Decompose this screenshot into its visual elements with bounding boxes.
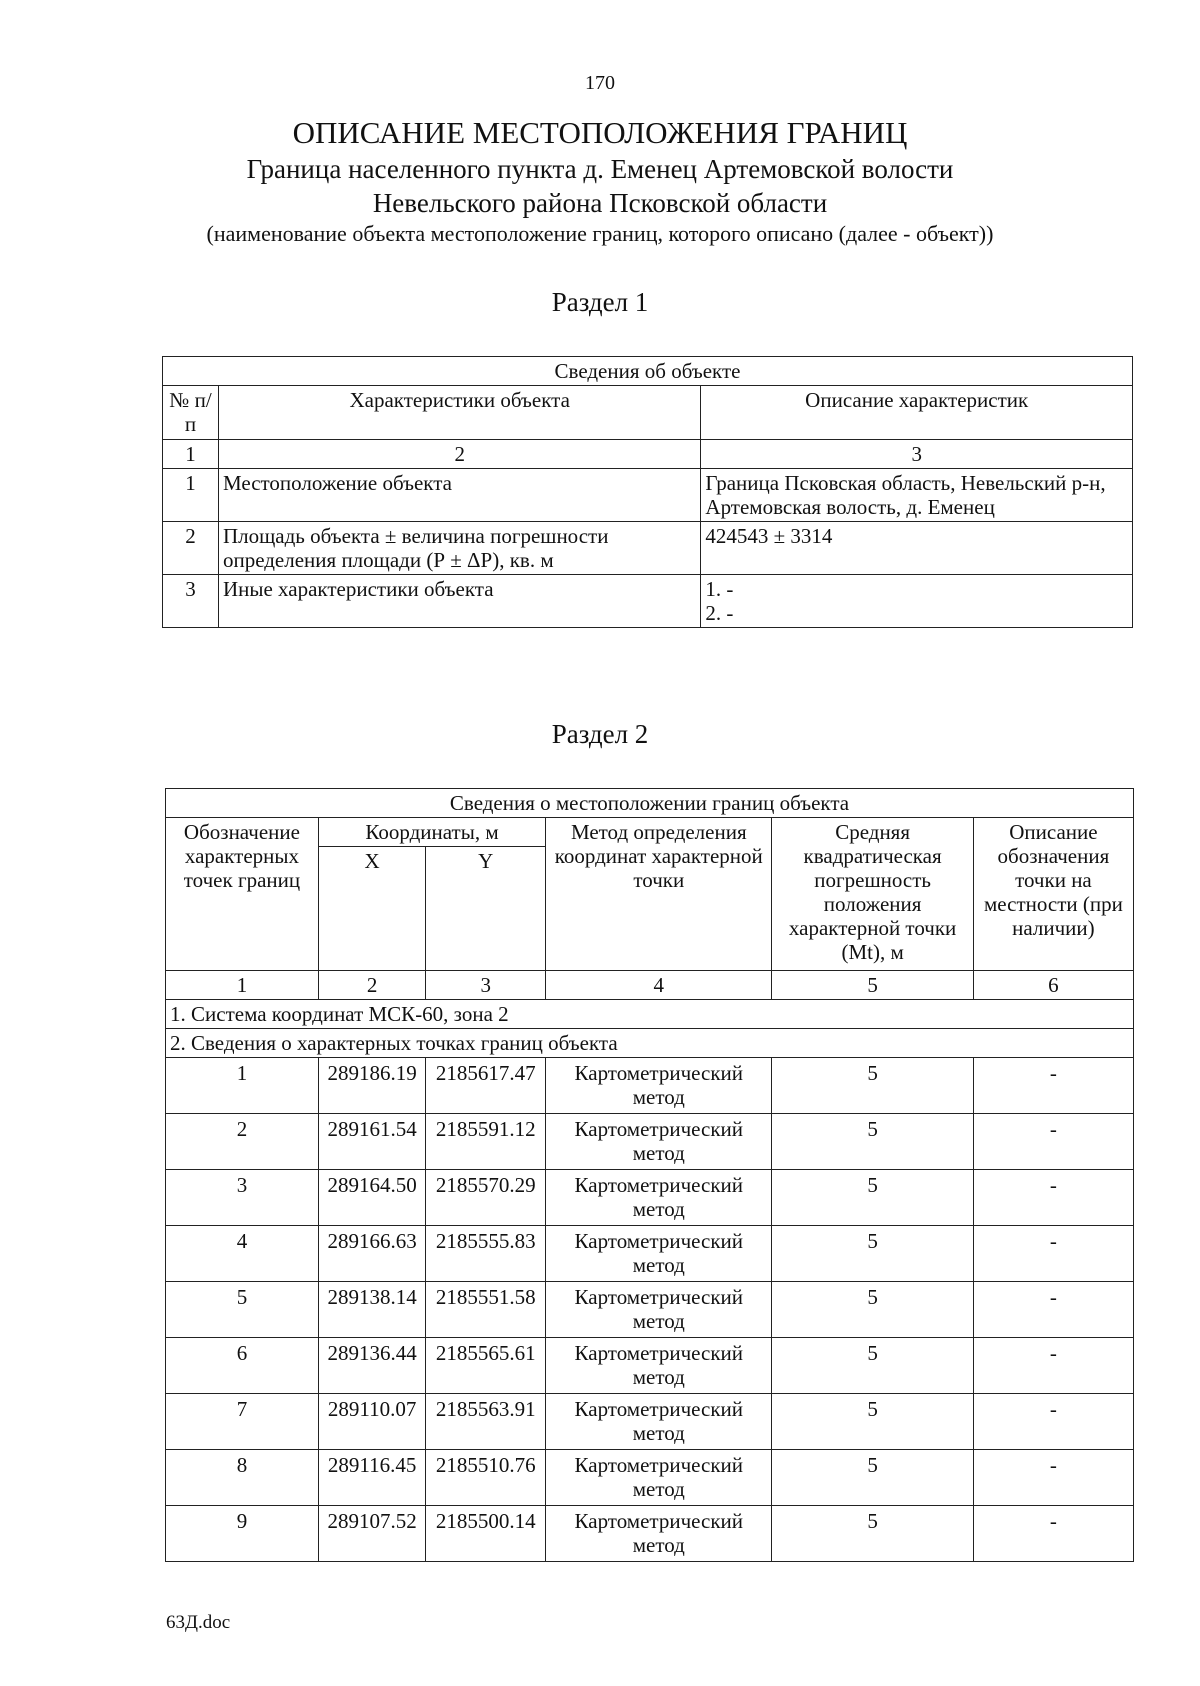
error-value: 5 xyxy=(772,1394,973,1450)
coordinate-y: 2185500.14 xyxy=(426,1506,546,1562)
point-description: - xyxy=(973,1338,1133,1394)
points-section-row: 2. Сведения о характерных точках границ объекта xyxy=(166,1029,1134,1058)
header-x: X xyxy=(318,847,425,971)
page-number: 170 xyxy=(585,72,615,94)
row-description: 424543 ± 3314 xyxy=(701,522,1133,575)
coordinate-x: 289186.19 xyxy=(318,1058,425,1114)
section2-title: Раздел 2 xyxy=(551,719,649,749)
table-caption: Сведения о местоположении границ объекта xyxy=(166,789,1134,818)
table-row xyxy=(166,1450,1134,1506)
coordinate-x: 289166.63 xyxy=(318,1226,425,1282)
row-description xyxy=(701,575,1133,628)
object-name-note: (наименование объекта местоположение границ, которого описано (далее - объект)) xyxy=(206,221,994,246)
row-description: Граница Псковская область, Невельский р-н, Артемовская волость, д. Еменец xyxy=(701,469,1133,522)
column-number: 6 xyxy=(973,971,1133,1000)
table-row xyxy=(163,522,1133,575)
point-id: 4 xyxy=(166,1226,319,1282)
object-name-line2: Невельского района Псковской области xyxy=(372,188,828,218)
header-coordinates: Координаты, м xyxy=(318,818,545,847)
point-description: - xyxy=(973,1450,1133,1506)
method-name: Картометрический метод xyxy=(546,1282,772,1338)
description-line: 2. - xyxy=(705,601,734,625)
table-row xyxy=(163,575,1133,628)
error-value: 5 xyxy=(772,1506,973,1562)
object-info-table xyxy=(162,356,1133,628)
point-description: - xyxy=(973,1282,1133,1338)
row-number: 3 xyxy=(163,575,219,628)
error-value: 5 xyxy=(772,1058,973,1114)
table-row xyxy=(166,1170,1134,1226)
table-row xyxy=(166,1338,1134,1394)
point-id: 5 xyxy=(166,1282,319,1338)
method-name: Картометрический метод xyxy=(546,1506,772,1562)
column-number: 3 xyxy=(701,440,1133,469)
error-value: 5 xyxy=(772,1338,973,1394)
document-header xyxy=(0,114,1200,248)
coordinate-x: 289107.52 xyxy=(318,1506,425,1562)
point-description: - xyxy=(973,1058,1133,1114)
method-name: Картометрический метод xyxy=(546,1170,772,1226)
point-id: 1 xyxy=(166,1058,319,1114)
column-number: 1 xyxy=(166,971,319,1000)
table-row xyxy=(166,1394,1134,1450)
point-id: 7 xyxy=(166,1394,319,1450)
coordinate-x: 289164.50 xyxy=(318,1170,425,1226)
coordinate-x: 289136.44 xyxy=(318,1338,425,1394)
column-number: 5 xyxy=(772,971,973,1000)
point-description: - xyxy=(973,1506,1133,1562)
section1-title: Раздел 1 xyxy=(551,287,649,317)
column-number: 4 xyxy=(546,971,772,1000)
column-number: 2 xyxy=(218,440,700,469)
coordinate-y: 2185570.29 xyxy=(426,1170,546,1226)
method-name: Картометрический метод xyxy=(546,1450,772,1506)
row-number: 2 xyxy=(163,522,219,575)
file-name: 63Д.doc xyxy=(166,1612,231,1633)
coordinate-x: 289116.45 xyxy=(318,1450,425,1506)
point-description: - xyxy=(973,1170,1133,1226)
point-id: 8 xyxy=(166,1450,319,1506)
method-name: Картометрический метод xyxy=(546,1058,772,1114)
row-characteristic: Площадь объекта ± величина погрешности определения площади (Р ± ΔР), кв. м xyxy=(218,522,700,575)
row-characteristic: Иные характеристики объекта xyxy=(218,575,700,628)
coordinate-x: 289161.54 xyxy=(318,1114,425,1170)
header-characteristic: Характеристики объекта xyxy=(218,386,700,440)
point-id: 9 xyxy=(166,1506,319,1562)
coordinate-y: 2185563.91 xyxy=(426,1394,546,1450)
column-number: 3 xyxy=(426,971,546,1000)
header-point: Обозначение характерных точек границ xyxy=(166,818,319,971)
error-value: 5 xyxy=(772,1450,973,1506)
error-value: 5 xyxy=(772,1226,973,1282)
coordinate-x: 289138.14 xyxy=(318,1282,425,1338)
coordinate-y: 2185555.83 xyxy=(426,1226,546,1282)
points-body xyxy=(166,1058,1134,1562)
column-number: 2 xyxy=(318,971,425,1000)
header-method: Метод определения координат характерной точки xyxy=(546,818,772,971)
header-number: № п/п xyxy=(163,386,219,440)
header-description: Описание характеристик xyxy=(701,386,1133,440)
table-row xyxy=(166,1506,1134,1562)
coordinate-y: 2185551.58 xyxy=(426,1282,546,1338)
header-point-description: Описание обозначения точки на местности (при наличии) xyxy=(973,818,1133,971)
coordinate-y: 2185617.47 xyxy=(426,1058,546,1114)
error-value: 5 xyxy=(772,1114,973,1170)
error-value: 5 xyxy=(772,1170,973,1226)
table-row xyxy=(166,1114,1134,1170)
table-row xyxy=(166,1282,1134,1338)
table-row xyxy=(166,1058,1134,1114)
description-line: 1. - xyxy=(705,577,734,601)
row-number: 1 xyxy=(163,469,219,522)
coordinate-system-row: 1. Система координат МСК-60, зона 2 xyxy=(166,1000,1134,1029)
object-name-line1: Граница населенного пункта д. Еменец Артемовской волости xyxy=(246,154,954,184)
method-name: Картометрический метод xyxy=(546,1338,772,1394)
boundary-points-table xyxy=(165,788,1134,1562)
point-id: 2 xyxy=(166,1114,319,1170)
document-title: ОПИСАНИЕ МЕСТОПОЛОЖЕНИЯ ГРАНИЦ xyxy=(292,115,908,150)
coordinate-y: 2185591.12 xyxy=(426,1114,546,1170)
error-value: 5 xyxy=(772,1282,973,1338)
point-description: - xyxy=(973,1394,1133,1450)
coordinate-y: 2185510.76 xyxy=(426,1450,546,1506)
header-y: Y xyxy=(426,847,546,971)
point-description: - xyxy=(973,1114,1133,1170)
point-id: 6 xyxy=(166,1338,319,1394)
header-error: Средняя квадратическая погрешность положения характерной точки (Mt), м xyxy=(772,818,973,971)
column-number: 1 xyxy=(163,440,219,469)
point-description: - xyxy=(973,1226,1133,1282)
table-row xyxy=(163,469,1133,522)
coordinate-y: 2185565.61 xyxy=(426,1338,546,1394)
coordinate-x: 289110.07 xyxy=(318,1394,425,1450)
method-name: Картометрический метод xyxy=(546,1394,772,1450)
method-name: Картометрический метод xyxy=(546,1226,772,1282)
row-characteristic: Местоположение объекта xyxy=(218,469,700,522)
point-id: 3 xyxy=(166,1170,319,1226)
method-name: Картометрический метод xyxy=(546,1114,772,1170)
table-row xyxy=(166,1226,1134,1282)
table-caption: Сведения об объекте xyxy=(163,357,1133,386)
